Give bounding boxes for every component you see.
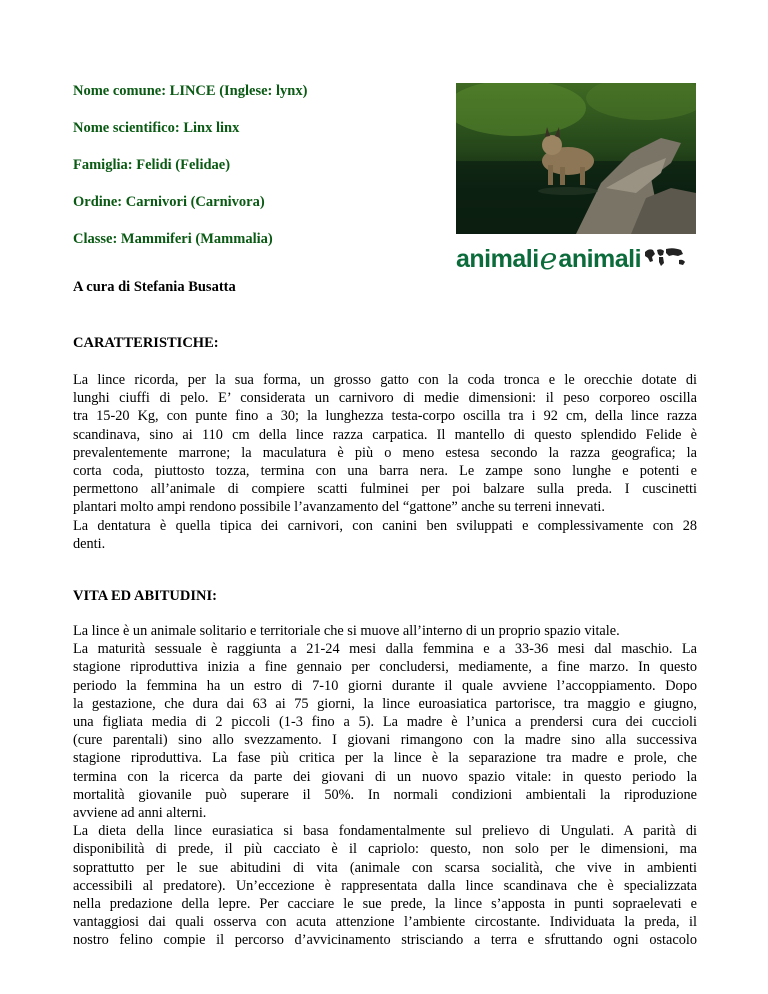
animalieanimali-logo bbox=[456, 240, 698, 278]
text-line: denti. bbox=[73, 535, 106, 552]
text-line: accessibili al predatore). Un’eccezione è rappresentata dalla lince scandinava che è specializzata bbox=[73, 877, 697, 894]
logo-text-first: animali bbox=[456, 244, 539, 273]
text-line: La lince ricorda, per la sua forma, un grosso gatto con la coda tronca e le orecchie dotate di bbox=[73, 372, 697, 388]
text-line: una figliata media di 2 piccoli (1-3 fino a 5). La madre è l’unica a prendersi cura dei cuccioli bbox=[73, 714, 697, 731]
text-line: corta coda, piuttosto tozza, termina con una barra nera. Le zampe sono lunghe e potenti e bbox=[73, 463, 697, 480]
text-line: disponibilità di prede, il più cacciato è il capriolo: questo, non solo per le dimensioni, ma bbox=[73, 841, 697, 858]
text-line: tra 15-20 Kg, con punte fino a 30; la lunghezza testa-corpo oscilla tra i 92 cm, della lince razza bbox=[73, 408, 697, 425]
logo-e: e bbox=[539, 241, 558, 277]
text-line: periodo la femmina ha un estro di 7-10 giorni durante il quale avviene l’accoppiamento. Dopo bbox=[73, 677, 697, 694]
fact-order: Ordine: Carnivori (Carnivora) bbox=[73, 194, 265, 210]
text-line: La dieta della lince eurasiatica si basa fondamentalmente sul prelievo di Ungulati. A parità di bbox=[73, 823, 697, 840]
text-line: nella predazione della lepre. Per cacciare le sue prede, la lince s’apposta in punti sopraelevati e bbox=[73, 896, 697, 913]
life-habits-paragraph bbox=[73, 622, 697, 950]
text-line: termina con la ricerca da parte dei giovani di un nuovo spazio vitale: in questo periodo la bbox=[73, 768, 697, 785]
text-line: scandinava, sino ai 110 cm della lince razza carpatica. Il mantello di questo splendido Felide è bbox=[73, 426, 697, 443]
text-line: lunghi ciuffi di pelo. E’ considerata un carnivoro di medie dimensioni: il peso corporeo oscilla bbox=[73, 390, 697, 407]
heading-characteristics: CARATTERISTICHE: bbox=[73, 335, 219, 351]
text-line: vantaggiosi dai quali osserva con acuta attenzione l’ambiente circostante. Individuata la preda, il bbox=[73, 914, 697, 931]
characteristics-paragraph bbox=[73, 371, 697, 553]
text-line: soprattutto per le sue abitudini di vita (animale con scarsa socialità, che vive in ambienti bbox=[73, 859, 697, 876]
text-line: avviene ad anni alterni. bbox=[73, 805, 207, 822]
heading-life-habits: VITA ED ABITUDINI: bbox=[73, 588, 217, 604]
text-line: plantari molto ampi rendono possibile l’avanzamento del “gattone” anche su terreni innevati. bbox=[73, 499, 605, 516]
fact-class: Classe: Mammiferi (Mammalia) bbox=[73, 231, 273, 247]
text-line: La dentatura è quella tipica dei carnivori, con canini ben sviluppati e complessivamente con 28 bbox=[73, 517, 697, 534]
logo-text-second: animali bbox=[558, 244, 642, 273]
author-credit: A cura di Stefania Busatta bbox=[73, 279, 236, 295]
text-line: prevalentemente marrone; la maculatura è più o meno estesa secondo la razza geografica; la bbox=[73, 444, 697, 461]
world-map-icon bbox=[643, 246, 689, 273]
fact-common-name: Nome comune: LINCE (Inglese: lynx) bbox=[73, 83, 308, 99]
text-line: nostro felino compie il percorso d’avvicinamento strisciando a terra e sfruttando ogni ostacolo bbox=[73, 932, 697, 949]
fact-family: Famiglia: Felidi (Felidae) bbox=[73, 157, 231, 173]
fact-scientific-name: Nome scientifico: Linx linx bbox=[73, 120, 240, 136]
facts-list bbox=[73, 82, 433, 267]
lynx-photo bbox=[456, 83, 696, 234]
text-line: permettono all’animale di compiere scatti fulminei per poi balzare sulla preda. I cuscinetti bbox=[73, 481, 697, 498]
text-line: stagione riproduttiva. La fase più critica per la lince è la separazione tra madre e prole, che bbox=[73, 750, 697, 767]
text-line: (cure parentali) sino allo svezzamento. I giovani rimangono con la madre sino alla successiva bbox=[73, 732, 697, 749]
text-line: stagione riproduttiva inizia a fine gennaio per concludersi, mediamente, a fine marzo. In questo bbox=[73, 659, 697, 676]
text-line: la gestazione, che dura dai 63 ai 75 giorni, la lince euroasiatica partorisce, tra maggio e giugno, bbox=[73, 695, 697, 712]
text-line: La lince è un animale solitario e territoriale che si muove all’interno di un proprio spazio vitale. bbox=[73, 623, 620, 639]
text-line: mortalità giovanile può superare il 50%. In normali condizioni ambientali la riproduzione bbox=[73, 786, 697, 803]
text-line: La maturità sessuale è raggiunta a 21-24 mesi dalla femmina e a 33-36 mesi dal maschio. La bbox=[73, 641, 697, 658]
